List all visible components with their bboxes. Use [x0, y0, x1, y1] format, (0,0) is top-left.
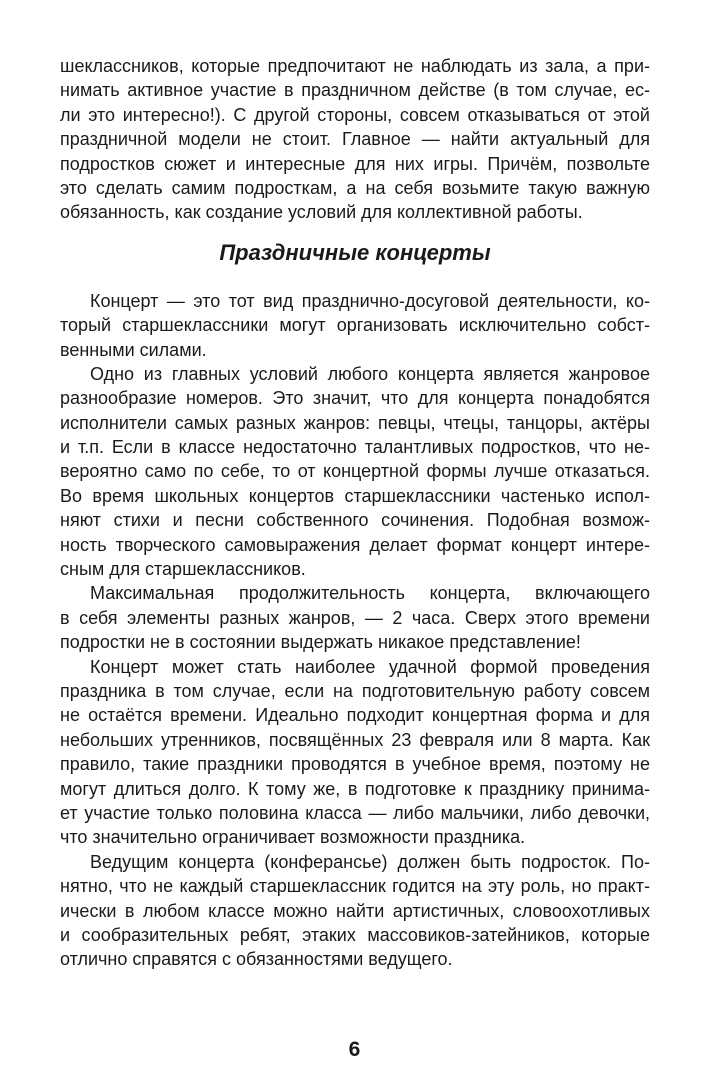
text-line: могут длиться долго. К тому же, в подготовке к празднику принима-	[60, 778, 650, 799]
text-line: отлично справятся с обязанностями ведущего.	[60, 949, 453, 970]
text-line: это сделать самим подросткам, а на себя возьмите такую важную	[60, 177, 650, 198]
text-line: венными силами.	[60, 339, 207, 360]
text-line: Ведущим концерта (конферансье) должен быть подросток. По-	[90, 851, 650, 872]
text-line: не остаётся времени. Идеально подходит концертная форма и для	[60, 705, 650, 726]
page-number: 6	[348, 1038, 361, 1061]
text-line: праздника в том случае, если на подготовительную работу совсем	[60, 680, 650, 701]
page-body	[60, 54, 650, 972]
text-line: исполнители самых разных жанров: певцы, чтецы, танцоры, актёры	[60, 412, 650, 433]
text-line: няют стихи и песни собственного сочинения. Подобная возмож-	[60, 510, 650, 531]
text-line: ли это интересно!). С другой стороны, совсем отказываться от этой	[60, 104, 650, 125]
text-line: ность творческого самовыражения делает формат концерт интере-	[60, 534, 650, 555]
paragraph-5	[60, 850, 650, 972]
intro-paragraph	[60, 54, 650, 225]
text-line: Максимальная продолжительность концерта, включающего	[90, 583, 650, 604]
text-line: ически в любом классе можно найти артистичных, словоохотливых	[60, 900, 650, 921]
text-line: вероятно само по себе, то от концертной формы лучше отказаться.	[60, 461, 650, 482]
text-line: Концерт может стать наиболее удачной формой проведения	[90, 656, 650, 677]
text-line: шеклассников, которые предпочитают не наблюдать из зала, а при-	[60, 56, 650, 76]
text-line: праздничной модели не стоит. Главное — найти актуальный для	[60, 129, 650, 150]
text-line: Концерт — это тот вид празднично-досуговой деятельности, ко-	[90, 290, 650, 311]
text-line: Во время школьных концертов старшеклассники частенько испол-	[60, 485, 650, 506]
text-line: разнообразие номеров. Это значит, что для концерта понадобятся	[60, 388, 650, 409]
text-line: и т.п. Если в классе недостаточно талантливых подростков, что не-	[60, 437, 650, 458]
text-line: правило, такие праздники проводятся в учебное время, поэтому не	[60, 754, 650, 775]
text-line: небольших утренников, посвящённых 23 февраля или 8 марта. Как	[60, 729, 650, 750]
section-heading: Праздничные концерты	[219, 239, 491, 265]
paragraph-3	[60, 581, 650, 654]
text-line: торый старшеклассники могут организовать исключительно собст-	[60, 315, 650, 336]
text-line: Одно из главных условий любого концерта является жанровое	[90, 363, 650, 384]
text-line: сным для старшеклассников.	[60, 559, 306, 580]
text-line: нимать активное участие в праздничном действе (в том случае, ес-	[60, 80, 650, 101]
text-line: в себя элементы разных жанров, — 2 часа. Сверх этого времени	[60, 607, 650, 628]
text-line: подростки не в состоянии выдержать никакое представление!	[60, 632, 581, 653]
text-line: ет участие только половина класса — либо мальчики, либо девочки,	[60, 802, 650, 823]
text-line: нятно, что не каждый старшеклассник годится на эту роль, но практ-	[60, 876, 650, 897]
text-line: подростков сюжет и интересные для них игры. Причём, позвольте	[60, 153, 650, 174]
text-line: что значительно ограничивает возможности праздника.	[60, 827, 526, 848]
paragraph-2	[60, 362, 650, 582]
text-line: обязанность, как создание условий для коллективной работы.	[60, 202, 583, 223]
text-line: и сообразительных ребят, этаких массовиков-затейников, которые	[60, 924, 650, 945]
paragraph-4	[60, 655, 650, 850]
paragraph-1	[60, 289, 650, 362]
